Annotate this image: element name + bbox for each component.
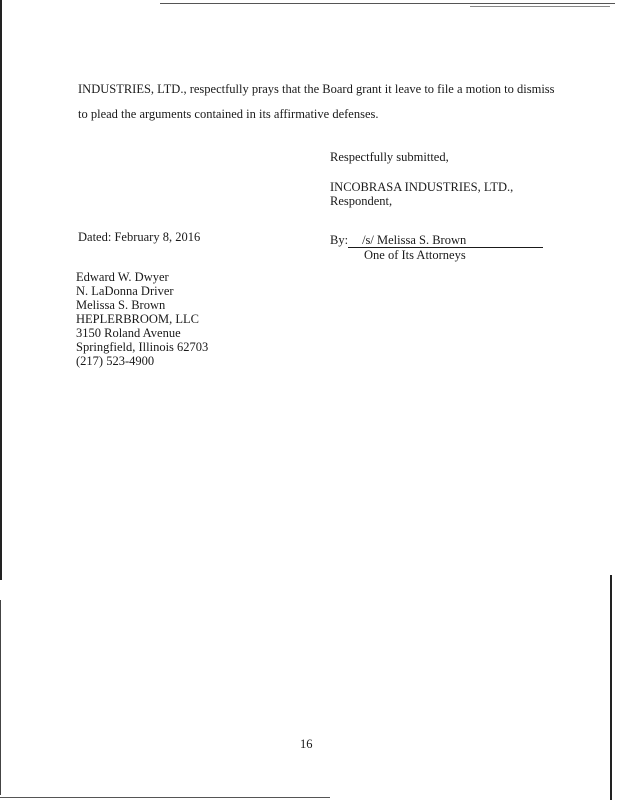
counsel-line: HEPLERBROOM, LLC bbox=[76, 312, 199, 326]
counsel-line: Edward W. Dwyer bbox=[76, 270, 169, 284]
signature-title: One of Its Attorneys bbox=[364, 248, 466, 262]
counsel-line: Melissa S. Brown bbox=[76, 298, 166, 312]
counsel-line: (217) 523-4900 bbox=[76, 354, 155, 368]
valediction: Respectfully submitted, bbox=[330, 150, 449, 164]
dated-line: Dated: February 8, 2016 bbox=[78, 230, 201, 244]
counsel-line: Springfield, Illinois 62703 bbox=[76, 340, 209, 354]
scan-border-left bbox=[0, 0, 2, 580]
party-name: INCOBRASA INDUSTRIES, LTD., bbox=[330, 180, 514, 194]
scan-border-bottom bbox=[0, 797, 330, 798]
party-role: Respondent, bbox=[330, 194, 393, 208]
counsel-block bbox=[76, 270, 208, 368]
counsel-line: N. LaDonna Driver bbox=[76, 284, 174, 298]
scan-border-right bbox=[610, 575, 612, 800]
counsel-line: 3150 Roland Avenue bbox=[76, 326, 181, 340]
body-text-line-1: INDUSTRIES, LTD., respectfully prays that the Board grant it leave to file a motion to dismiss bbox=[78, 82, 555, 96]
body-text-line-2: to plead the arguments contained in its affirmative defenses. bbox=[78, 107, 379, 121]
scan-border-left-lower bbox=[0, 600, 1, 795]
signature-block bbox=[330, 233, 543, 248]
page-number: 16 bbox=[300, 737, 313, 751]
scan-border-top bbox=[160, 3, 615, 4]
scan-border-top-secondary bbox=[470, 6, 610, 7]
by-label: By: bbox=[330, 233, 349, 247]
signature-name: /s/ Melissa S. Brown bbox=[362, 233, 467, 247]
signature-line bbox=[348, 233, 543, 248]
